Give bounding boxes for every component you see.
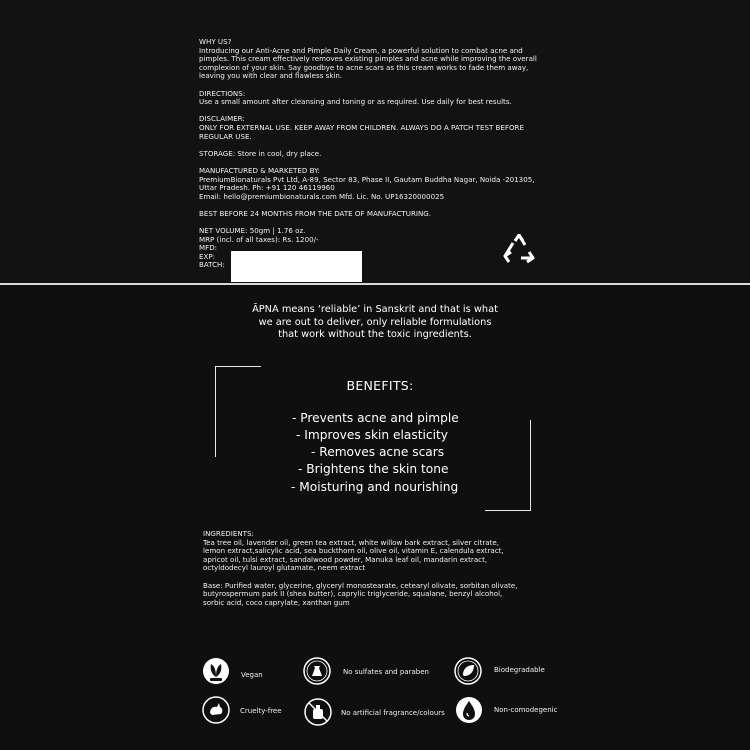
recycle-icon	[503, 234, 535, 266]
info-line: DISCLAIMER:	[199, 114, 245, 124]
ingredients-text: INGREDIENTS: Tea tree oil, lavender oil, green tea extract, white willow bark extract, silver citrate, lemon extract,salicylic acid, sea buckthorn oil, olive oil, vitamin E, calendula extract, apricot oil, tulsi extract, sandalwood powder, Manuka leaf oil, mandarin extract, octyldodecyl lauroyl glutamate, neem extract Base: Purified water, glycerine, glyceryl monostearate, cetearyl olivate, sorbitan olivate, butyrospermum park II (shea butter), caprylic triglyceride, squalane, benzyl alcohol, sorbic acid, coco caprylate, xanthan gum	[203, 529, 518, 607]
info-line	[199, 81, 559, 90]
info-line: REGULAR USE.	[199, 131, 252, 141]
badge-label-no-fragrance: No artificial fragrance/colours	[341, 709, 445, 717]
info-line: WHY US?	[199, 37, 232, 46]
benefit-item: - Improves skin elasticity	[296, 428, 448, 442]
info-line: NET VOLUME: 50gm | 1.76 oz.	[199, 226, 306, 236]
info-line: ONLY FOR EXTERNAL USE. KEEP AWAY FROM CHILDREN. ALWAYS DO A PATCH TEST BEFORE	[199, 122, 524, 132]
info-line: PremiumBionaturals Pvt Ltd, A-89, Sector 83, Phase II, Gautam Buddha Nagar, Noida -201305,	[199, 174, 535, 184]
benefit-item: - Brightens the skin tone	[298, 462, 449, 476]
info-line: MRP (incl. of all taxes): Rs. 1200/-	[199, 234, 319, 244]
info-line: BATCH:	[199, 260, 225, 270]
info-line: Email: hello@premiumbionaturals.com Mfd. Lic. No. UP16320000025	[199, 191, 445, 201]
info-line	[199, 107, 559, 116]
label-bottom-panel	[0, 284, 750, 750]
batch-info-blank-box	[231, 251, 362, 282]
panel-divider	[0, 283, 750, 285]
badge-label-cruelty-free: Cruelty-free	[240, 707, 282, 715]
info-line: DIRECTIONS:	[199, 88, 246, 98]
info-line: STORAGE: Store in cool, dry place.	[199, 148, 322, 158]
info-line: EXP:	[199, 251, 216, 261]
benefits-frame-top-left	[215, 366, 261, 457]
benefit-item: - Removes acne scars	[311, 445, 445, 459]
info-line: Introducing our Anti-Acne and Pimple Daily Cream, a powerful solution to combat acne and	[199, 45, 523, 55]
benefits-title: BENEFITS:	[346, 378, 414, 393]
badge-label-no-sulfates: No sulfates and paraben	[343, 668, 429, 676]
info-line: BEST BEFORE 24 MONTHS FROM THE DATE OF MANUFACTURING.	[199, 208, 432, 218]
benefits-frame-bottom-right	[485, 420, 531, 511]
cruelty-free-icon	[202, 696, 230, 724]
info-line: complexion of your skin. Say goodbye to acne scars as this cream works to fade them away,	[199, 62, 529, 72]
info-line: Uttar Pradesh. Ph: +91 120 46119960	[199, 183, 335, 193]
info-line: Use a small amount after cleansing and toning or as required. Use daily for best results.	[199, 97, 512, 107]
badge-label-non-comedogenic: Non-comodegenic	[494, 706, 558, 714]
non-comedogenic-icon	[455, 696, 483, 724]
info-line: MANUFACTURED & MARKETED BY:	[199, 165, 320, 175]
info-line: leaving you with clear and flawless skin.	[199, 71, 343, 81]
no-fragrance-icon	[304, 698, 332, 726]
apna-tagline: ĀPNA means ‘reliable’ in Sanskrit and that is what we are out to deliver, only reliable formulations that work without the toxic ingredients.	[252, 304, 498, 340]
badge-label-vegan: Vegan	[241, 671, 263, 679]
biodegradable-icon	[454, 657, 482, 685]
no-sulfates-icon	[303, 657, 331, 685]
badge-label-biodegradable: Biodegradable	[494, 666, 545, 674]
vegan-icon	[202, 657, 230, 685]
info-line: pimples. This cream effectively removes existing pimples and acne while improving the overall	[199, 54, 537, 64]
info-line: MFD:	[199, 243, 218, 253]
benefit-item: - Prevents acne and pimple	[292, 411, 459, 425]
benefit-item: - Moisturing and nourishing	[291, 480, 459, 494]
